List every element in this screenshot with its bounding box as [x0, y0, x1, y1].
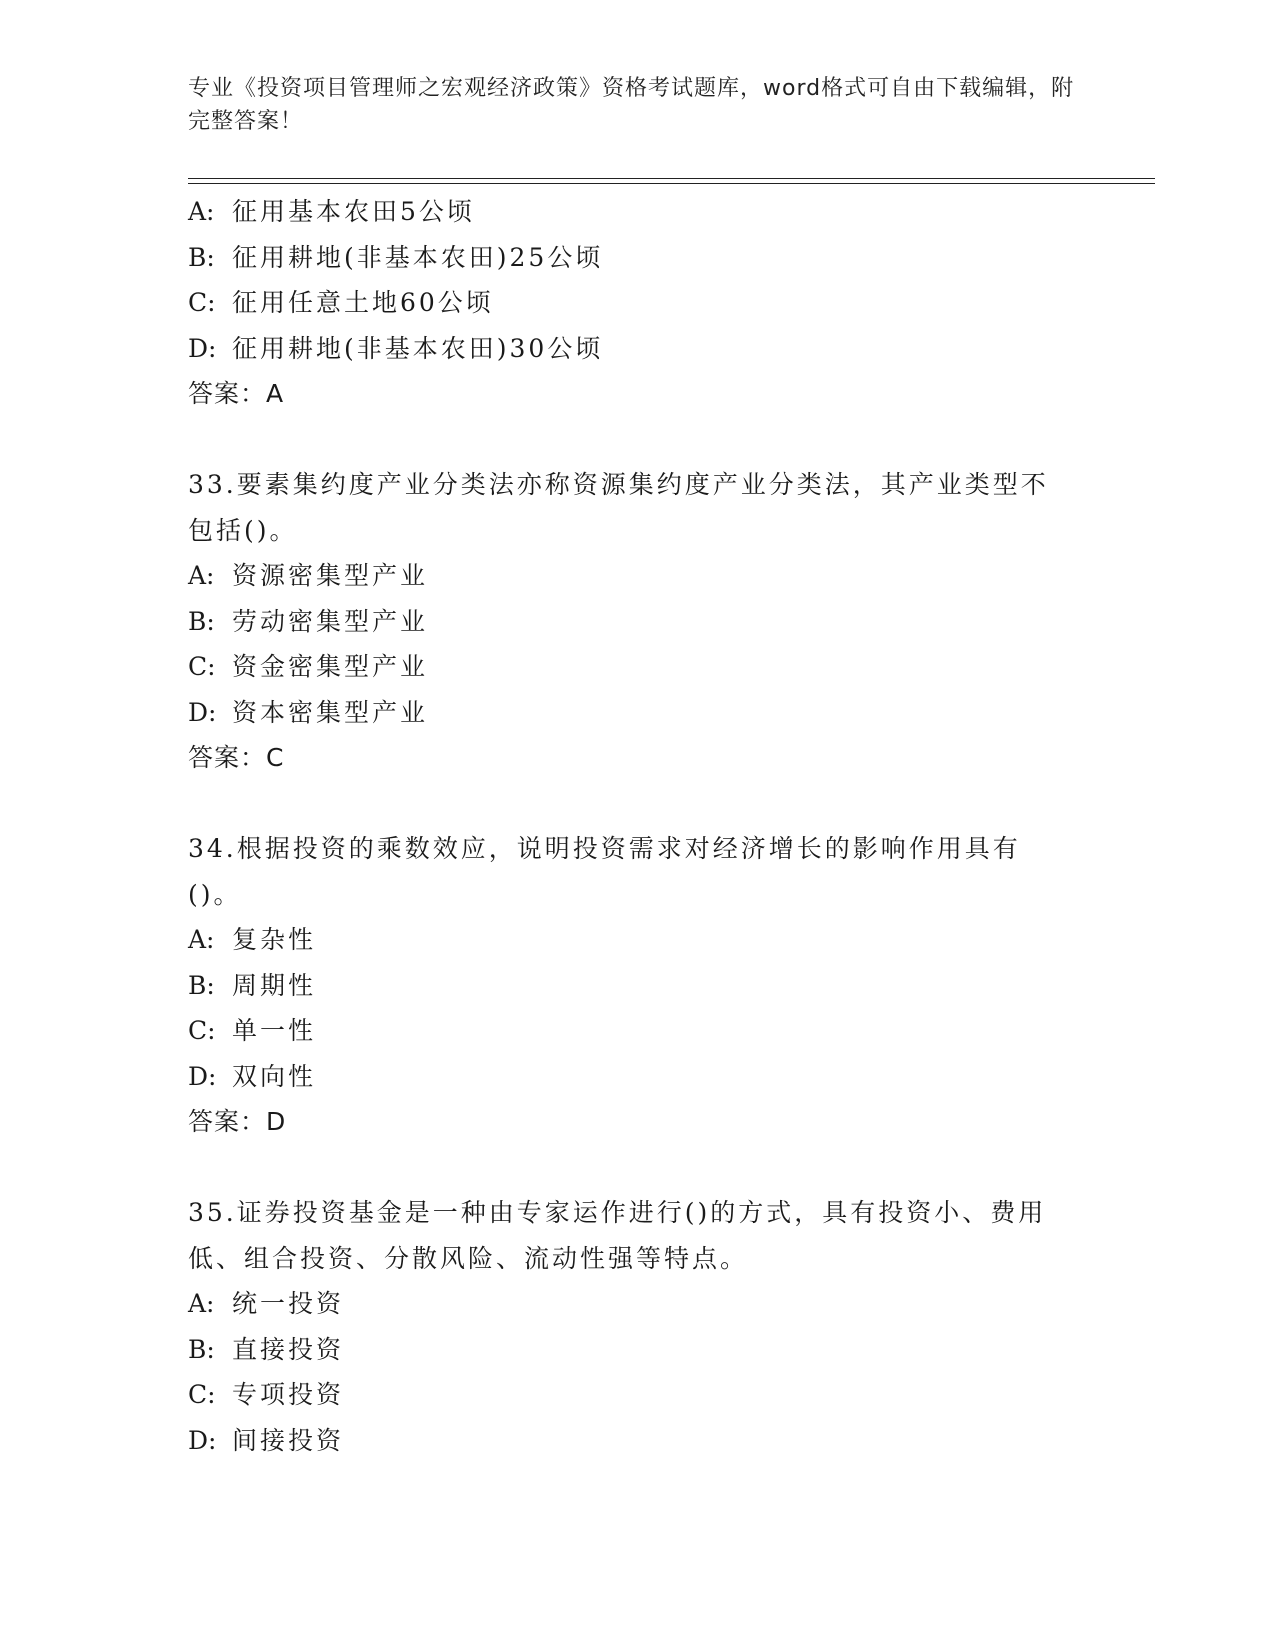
question-33	[188, 462, 1088, 781]
option-d: D: 间接投资	[188, 1425, 345, 1455]
question-35	[188, 1190, 1088, 1463]
header-divider-bottom	[188, 183, 1155, 184]
option-b: B: 直接投资	[188, 1334, 345, 1364]
answer: 答案：A	[188, 379, 285, 408]
option-a: A: 资源密集型产业	[188, 561, 429, 590]
option-a: A: 征用基本农田5公顷	[188, 197, 475, 226]
option-d: D: 双向性	[188, 1061, 317, 1091]
option-a: A: 统一投资	[188, 1289, 345, 1318]
option-c: C: 单一性	[188, 1016, 317, 1045]
spacer	[188, 781, 1088, 827]
option-c: C: 专项投资	[188, 1380, 345, 1409]
question-list	[188, 189, 1088, 1463]
option-c: C: 资金密集型产业	[188, 652, 429, 681]
option-b: B: 征用耕地(非基本农田)25公顷	[188, 242, 604, 272]
option-d: D: 征用耕地(非基本农田)30公顷	[188, 333, 604, 363]
answer: 答案：D	[188, 1107, 287, 1136]
header-divider-top	[188, 178, 1155, 179]
option-b: B: 周期性	[188, 970, 317, 1000]
option-c: C: 征用任意土地60公顷	[188, 288, 494, 317]
spacer	[188, 1145, 1088, 1191]
question-stem: 35.证券投资基金是一种由专家运作进行()的方式，具有投资小、费用低、组合投资、分散风险、流动性强等特点。	[188, 1198, 1047, 1273]
document-header: 专业《投资项目管理师之宏观经济政策》资格考试题库，word格式可自由下载编辑，附完整答案！	[188, 76, 1075, 134]
option-d: D: 资本密集型产业	[188, 697, 429, 727]
option-b: B: 劳动密集型产业	[188, 606, 429, 636]
spacer	[188, 417, 1088, 463]
question-stem: 34.根据投资的乘数效应，说明投资需求对经济增长的影响作用具有()。	[188, 834, 1021, 909]
question-32	[188, 189, 1088, 417]
option-a: A: 复杂性	[188, 925, 317, 954]
question-34	[188, 826, 1088, 1145]
answer: 答案：C	[188, 743, 285, 772]
question-stem: 33.要素集约度产业分类法亦称资源集约度产业分类法，其产业类型不包括()。	[188, 470, 1049, 545]
